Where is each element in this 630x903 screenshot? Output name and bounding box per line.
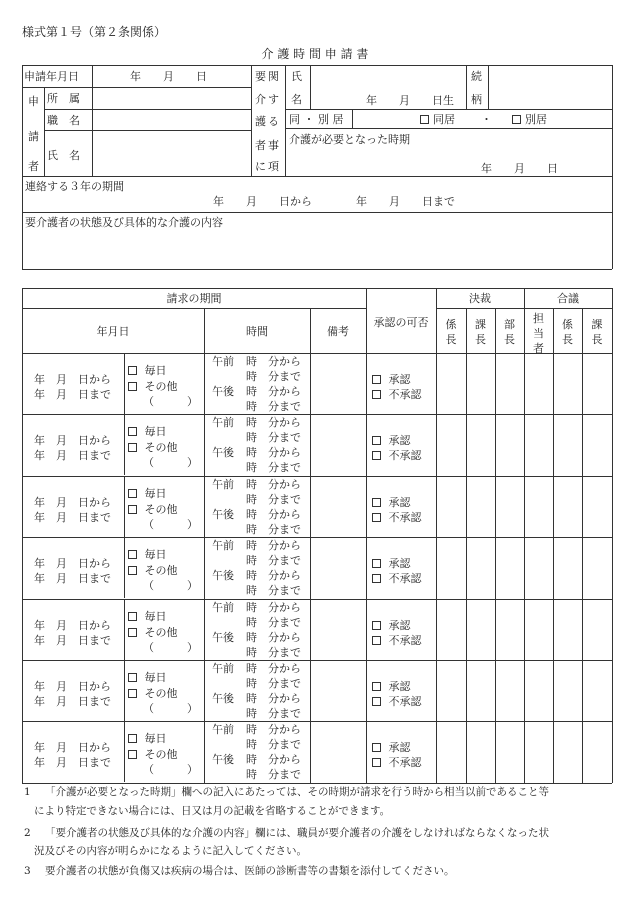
row-am-from[interactable]: 時 分から bbox=[246, 601, 301, 614]
row-am-label: 午前 bbox=[212, 416, 234, 429]
row-pm-to[interactable]: 時 分まで bbox=[246, 768, 301, 781]
decision-col-1: 係 長 bbox=[445, 318, 457, 346]
row-date-to[interactable]: 年 月 日まで bbox=[34, 572, 111, 585]
row-note-field[interactable] bbox=[311, 661, 365, 720]
applicant-side-2: 請 bbox=[28, 130, 39, 143]
row-pm-from[interactable]: 時 分から bbox=[246, 569, 301, 582]
living-same-option[interactable]: 同居 bbox=[420, 113, 455, 126]
row-note-field[interactable] bbox=[311, 538, 365, 597]
row-am-from[interactable]: 時 分から bbox=[246, 416, 301, 429]
row-pm-label: 午後 bbox=[212, 569, 234, 582]
care-side2-1: 関 bbox=[268, 70, 279, 83]
row-disapprove-option[interactable]: 不承認 bbox=[372, 388, 422, 401]
row-am-label: 午前 bbox=[212, 478, 234, 491]
row-other-detail[interactable]: （ ） bbox=[143, 579, 198, 592]
checkbox-icon bbox=[372, 697, 381, 706]
row-am-from[interactable]: 時 分から bbox=[246, 662, 301, 675]
row-am-from[interactable]: 時 分から bbox=[246, 355, 301, 368]
dept-label: 所 属 bbox=[47, 92, 80, 105]
row-am-to[interactable]: 時 分まで bbox=[246, 738, 301, 751]
row-pm-to[interactable]: 時 分まで bbox=[246, 707, 301, 720]
row-pm-to[interactable]: 時 分まで bbox=[246, 461, 301, 474]
row-pm-label: 午後 bbox=[212, 631, 234, 644]
row-other-detail[interactable]: （ ） bbox=[143, 763, 198, 776]
consult-col-1: 担 当 者 bbox=[533, 312, 544, 355]
row-note-field[interactable] bbox=[311, 722, 365, 781]
row-pm-to[interactable]: 時 分まで bbox=[246, 400, 301, 413]
checkbox-icon bbox=[372, 513, 381, 522]
checkbox-icon bbox=[128, 673, 137, 682]
row-am-label: 午前 bbox=[212, 723, 234, 736]
row-date-from[interactable]: 年 月 日から bbox=[34, 680, 111, 693]
relation-field[interactable] bbox=[489, 66, 611, 108]
note-1-line-2: により特定できない場合には、日又は月の記載を省略することができます。 bbox=[34, 805, 391, 817]
recipient-name-label-1: 氏 bbox=[291, 70, 302, 83]
checkbox-icon bbox=[128, 443, 137, 452]
row-disapprove-option[interactable]: 不承認 bbox=[372, 634, 422, 647]
row-note-field[interactable] bbox=[311, 477, 365, 536]
checkbox-icon bbox=[128, 382, 137, 391]
header-note: 備考 bbox=[327, 325, 349, 338]
relation-label-1: 続 bbox=[471, 70, 482, 83]
checkbox-icon bbox=[372, 758, 381, 767]
row-daily-option[interactable]: 毎日 bbox=[128, 671, 167, 684]
condition-field[interactable] bbox=[23, 230, 611, 268]
name-label: 氏 名 bbox=[47, 149, 80, 162]
checkbox-icon bbox=[372, 375, 381, 384]
checkbox-icon bbox=[372, 682, 381, 691]
row-other-detail[interactable]: （ ） bbox=[143, 395, 198, 408]
row-date-from[interactable]: 年 月 日から bbox=[34, 496, 111, 509]
checkbox-icon bbox=[128, 628, 137, 637]
row-daily-option[interactable]: 毎日 bbox=[128, 425, 167, 438]
recipient-name-field[interactable] bbox=[311, 66, 465, 88]
row-pm-from[interactable]: 時 分から bbox=[246, 446, 301, 459]
row-am-to[interactable]: 時 分まで bbox=[246, 431, 301, 444]
need-period-label: 介護が必要となった時期 bbox=[289, 133, 410, 146]
checkbox-icon bbox=[512, 115, 521, 124]
row-am-to[interactable]: 時 分まで bbox=[246, 554, 301, 567]
care-side-4: 者 bbox=[255, 139, 266, 152]
need-period-date[interactable]: 年 月 日 bbox=[481, 162, 558, 175]
row-date-to[interactable]: 年 月 日まで bbox=[34, 449, 111, 462]
care-side-5: に bbox=[255, 160, 266, 173]
row-pm-to[interactable]: 時 分まで bbox=[246, 523, 301, 536]
row-approve-option[interactable]: 承認 bbox=[372, 557, 411, 570]
checkbox-icon bbox=[372, 436, 381, 445]
header-period: 請求の期間 bbox=[166, 292, 222, 305]
row-pm-from[interactable]: 時 分から bbox=[246, 631, 301, 644]
row-other-option[interactable]: その他 bbox=[128, 626, 178, 639]
row-daily-option[interactable]: 毎日 bbox=[128, 548, 167, 561]
row-pm-label: 午後 bbox=[212, 385, 234, 398]
row-approve-option[interactable]: 承認 bbox=[372, 619, 411, 632]
applicant-side-3: 者 bbox=[28, 160, 39, 173]
form-title: 介 護 時 間 申 請 書 bbox=[261, 47, 369, 61]
application-date-field[interactable]: 年 月 日 bbox=[130, 70, 207, 83]
three-year-label: 連絡する３年の期間 bbox=[25, 180, 124, 193]
row-note-field[interactable] bbox=[311, 354, 365, 413]
living-label: 同 ・ 別 居 bbox=[289, 113, 344, 126]
row-date-from[interactable]: 年 月 日から bbox=[34, 434, 111, 447]
row-other-option[interactable]: その他 bbox=[128, 748, 178, 761]
note-2-num: 2 bbox=[24, 827, 31, 839]
row-date-to[interactable]: 年 月 日まで bbox=[34, 511, 111, 524]
row-date-from[interactable]: 年 月 日から bbox=[34, 741, 111, 754]
row-am-to[interactable]: 時 分まで bbox=[246, 616, 301, 629]
checkbox-icon bbox=[128, 689, 137, 698]
row-other-detail[interactable]: （ ） bbox=[143, 702, 198, 715]
note-2-line-2: 況及びその内容が明らかになるように記入してください。 bbox=[34, 845, 307, 857]
relation-label-2: 柄 bbox=[471, 93, 482, 106]
checkbox-icon bbox=[128, 489, 137, 498]
note-2-line-1: 「要介護者の状態及び具体的な介護の内容」欄には、職員が要介護者の介護をしなければならなくなった状 bbox=[45, 827, 549, 839]
row-am-label: 午前 bbox=[212, 662, 234, 675]
checkbox-icon bbox=[128, 550, 137, 559]
row-pm-label: 午後 bbox=[212, 508, 234, 521]
row-other-option[interactable]: その他 bbox=[128, 441, 178, 454]
row-pm-to[interactable]: 時 分まで bbox=[246, 646, 301, 659]
row-am-to[interactable]: 時 分まで bbox=[246, 370, 301, 383]
row-approve-option[interactable]: 承認 bbox=[372, 680, 411, 693]
checkbox-icon bbox=[372, 390, 381, 399]
row-date-from[interactable]: 年 月 日から bbox=[34, 619, 111, 632]
row-daily-option[interactable]: 毎日 bbox=[128, 364, 167, 377]
row-disapprove-option[interactable]: 不承認 bbox=[372, 695, 422, 708]
row-other-option[interactable]: その他 bbox=[128, 380, 178, 393]
checkbox-icon bbox=[128, 566, 137, 575]
checkbox-icon bbox=[372, 574, 381, 583]
position-label: 職 名 bbox=[47, 114, 80, 127]
checkbox-icon bbox=[128, 734, 137, 743]
note-3-line-1: 要介護者の状態が負傷又は疾病の場合は、医師の診断書等の書類を添付してください。 bbox=[45, 865, 455, 877]
living-dot: ・ bbox=[481, 113, 492, 126]
row-am-to[interactable]: 時 分まで bbox=[246, 493, 301, 506]
row-other-option[interactable]: その他 bbox=[128, 564, 178, 577]
decision-col-3: 部 長 bbox=[504, 318, 515, 346]
position-field[interactable] bbox=[93, 110, 250, 129]
checkbox-icon bbox=[128, 505, 137, 514]
checkbox-icon bbox=[372, 498, 381, 507]
row-other-option[interactable]: その他 bbox=[128, 687, 178, 700]
dept-field[interactable] bbox=[93, 88, 250, 108]
row-am-label: 午前 bbox=[212, 355, 234, 368]
note-1-num: 1 bbox=[24, 786, 31, 798]
row-pm-to[interactable]: 時 分まで bbox=[246, 584, 301, 597]
header-approval: 承認の可否 bbox=[373, 316, 429, 329]
row-date-to[interactable]: 年 月 日まで bbox=[34, 388, 111, 401]
row-pm-from[interactable]: 時 分から bbox=[246, 508, 301, 521]
care-side-2: 介 bbox=[255, 93, 266, 106]
care-side2-4: 事 bbox=[268, 139, 279, 152]
row-am-from[interactable]: 時 分から bbox=[246, 539, 301, 552]
living-separate-option[interactable]: 別居 bbox=[512, 113, 547, 126]
row-date-from[interactable]: 年 月 日から bbox=[34, 373, 111, 386]
row-pm-label: 午後 bbox=[212, 692, 234, 705]
care-side-1: 要 bbox=[255, 70, 266, 83]
row-other-detail[interactable]: （ ） bbox=[143, 518, 198, 531]
row-disapprove-option[interactable]: 不承認 bbox=[372, 572, 422, 585]
care-side-3: 護 bbox=[255, 115, 266, 128]
row-other-detail[interactable]: （ ） bbox=[143, 456, 198, 469]
row-approve-option[interactable]: 承認 bbox=[372, 434, 411, 447]
row-pm-from[interactable]: 時 分から bbox=[246, 385, 301, 398]
row-pm-label: 午後 bbox=[212, 753, 234, 766]
checkbox-icon bbox=[372, 743, 381, 752]
care-side2-2: す bbox=[268, 93, 279, 106]
row-note-field[interactable] bbox=[311, 415, 365, 474]
consult-col-3: 課 長 bbox=[591, 318, 603, 346]
row-note-field[interactable] bbox=[311, 600, 365, 659]
row-disapprove-option[interactable]: 不承認 bbox=[372, 756, 422, 769]
checkbox-icon bbox=[372, 451, 381, 460]
checkbox-icon bbox=[128, 612, 137, 621]
header-date: 年月日 bbox=[96, 325, 130, 338]
header-time: 時間 bbox=[246, 325, 268, 338]
row-date-to[interactable]: 年 月 日まで bbox=[34, 756, 111, 769]
checkbox-icon bbox=[128, 366, 137, 375]
application-date-label: 申請年月日 bbox=[24, 70, 79, 83]
row-am-to[interactable]: 時 分まで bbox=[246, 677, 301, 690]
note-1-line-1: 「介護が必要となった時期」欄への記入にあたっては、その時期が請求を行う時から相当以前であること等 bbox=[45, 786, 549, 798]
row-pm-from[interactable]: 時 分から bbox=[246, 692, 301, 705]
row-am-from[interactable]: 時 分から bbox=[246, 478, 301, 491]
row-daily-option[interactable]: 毎日 bbox=[128, 732, 167, 745]
row-approve-option[interactable]: 承認 bbox=[372, 741, 411, 754]
header-consult: 合議 bbox=[557, 292, 579, 305]
row-disapprove-option[interactable]: 不承認 bbox=[372, 511, 422, 524]
checkbox-icon bbox=[420, 115, 429, 124]
row-am-label: 午前 bbox=[212, 539, 234, 552]
checkbox-icon bbox=[372, 559, 381, 568]
care-side2-3: る bbox=[268, 115, 279, 128]
row-date-from[interactable]: 年 月 日から bbox=[34, 557, 111, 570]
checkbox-icon bbox=[372, 636, 381, 645]
applicant-side-1: 申 bbox=[28, 95, 39, 108]
row-am-from[interactable]: 時 分から bbox=[246, 723, 301, 736]
three-year-value[interactable]: 年 月 日から 年 月 日まで bbox=[213, 195, 455, 208]
consult-col-2: 係 長 bbox=[562, 318, 573, 346]
recipient-name-label-2: 名 bbox=[291, 93, 302, 106]
row-pm-label: 午後 bbox=[212, 446, 234, 459]
row-disapprove-option[interactable]: 不承認 bbox=[372, 449, 422, 462]
care-side2-5: 項 bbox=[268, 160, 279, 173]
row-other-option[interactable]: その他 bbox=[128, 503, 178, 516]
form-number: 様式第１号（第２条関係） bbox=[22, 25, 167, 39]
checkbox-icon bbox=[128, 750, 137, 759]
row-pm-from[interactable]: 時 分から bbox=[246, 753, 301, 766]
checkbox-icon bbox=[128, 427, 137, 436]
row-other-detail[interactable]: （ ） bbox=[143, 641, 198, 654]
row-daily-option[interactable]: 毎日 bbox=[128, 487, 167, 500]
note-3-num: 3 bbox=[24, 865, 31, 877]
header-decision: 決裁 bbox=[469, 292, 491, 305]
decision-col-2: 課 長 bbox=[475, 318, 486, 346]
row-daily-option[interactable]: 毎日 bbox=[128, 610, 167, 623]
row-am-label: 午前 bbox=[212, 601, 234, 614]
recipient-birth-date[interactable]: 年 月 日生 bbox=[366, 94, 454, 107]
row-date-to[interactable]: 年 月 日まで bbox=[34, 695, 111, 708]
row-date-to[interactable]: 年 月 日まで bbox=[34, 634, 111, 647]
name-field[interactable] bbox=[93, 131, 250, 175]
condition-label: 要介護者の状態及び具体的な介護の内容 bbox=[25, 216, 223, 229]
row-approve-option[interactable]: 承認 bbox=[372, 373, 411, 386]
row-approve-option[interactable]: 承認 bbox=[372, 496, 411, 509]
checkbox-icon bbox=[372, 621, 381, 630]
